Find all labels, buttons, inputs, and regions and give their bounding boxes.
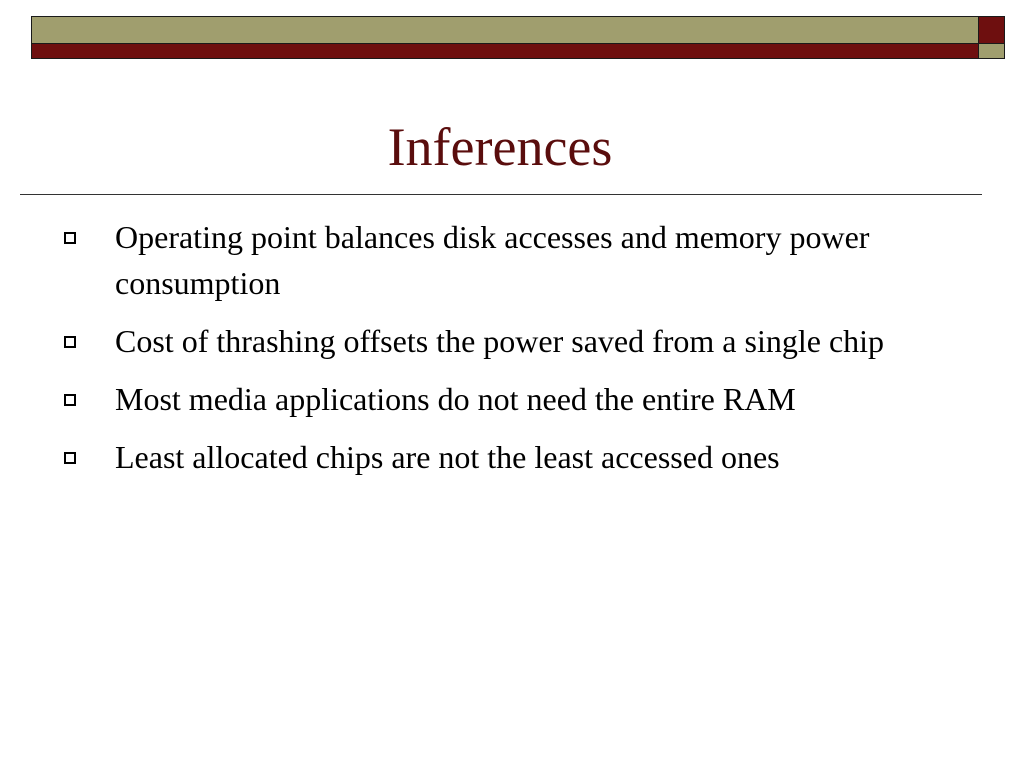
bullet-item	[0, 214, 975, 306]
bullet-text: Operating point balances disk accesses and memory power consumption	[115, 219, 870, 301]
bullet-text: Most media applications do not need the entire RAM	[115, 381, 796, 417]
hollow-square-bullet-icon	[64, 452, 76, 464]
slide-title: Inferences	[387, 117, 613, 177]
header-corner-olive	[978, 43, 1005, 59]
hollow-square-bullet-icon	[64, 232, 76, 244]
bullet-text: Cost of thrashing offsets the power saved from a single chip	[115, 323, 885, 359]
bullet-item	[0, 318, 975, 364]
bullet-list	[0, 214, 1000, 492]
hollow-square-bullet-icon	[64, 336, 76, 348]
header-corner-maroon	[978, 16, 1005, 44]
bullet-item	[0, 376, 975, 422]
header-band-maroon	[31, 43, 979, 59]
hollow-square-bullet-icon	[64, 394, 76, 406]
header-band-olive	[31, 16, 979, 44]
bullet-item	[0, 434, 975, 480]
title-divider	[20, 194, 982, 195]
bullet-text: Least allocated chips are not the least accessed ones	[115, 439, 780, 475]
